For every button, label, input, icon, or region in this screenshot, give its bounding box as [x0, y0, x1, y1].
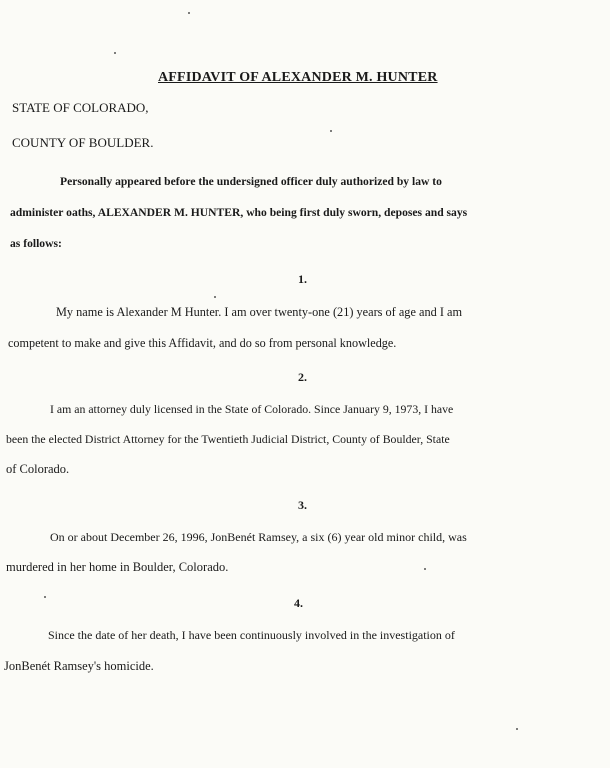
scan-speck	[44, 596, 46, 598]
venue-state: STATE OF COLORADO,	[12, 100, 149, 115]
scan-speck	[424, 568, 426, 570]
scan-speck	[214, 296, 216, 298]
venue-county: COUNTY OF BOULDER.	[12, 135, 154, 150]
paragraph-4-line-1: Since the date of her death, I have been continuously involved in the investigation of	[48, 628, 455, 642]
paragraph-2-line-1: I am an attorney duly licensed in the State of Colorado. Since January 9, 1973, I have	[50, 402, 454, 416]
paragraph-number-3: 3.	[298, 498, 307, 512]
paragraph-3-line-2: murdered in her home in Boulder, Colorado.	[6, 560, 229, 574]
intro-line-1: Personally appeared before the undersigned officer duly authorized by law to	[60, 175, 442, 188]
paragraph-number-4: 4.	[294, 596, 303, 610]
paragraph-2-line-2: been the elected District Attorney for the Twentieth Judicial District, County of Boulder, State	[6, 432, 450, 446]
paragraph-4-line-2: JonBenét Ramsey's homicide.	[4, 659, 154, 673]
scan-speck	[114, 52, 116, 54]
paragraph-2-line-3: of Colorado.	[6, 462, 70, 476]
paragraph-number-1: 1.	[298, 272, 307, 286]
scan-speck	[330, 130, 332, 132]
scan-speck	[188, 12, 190, 14]
intro-line-2: administer oaths, ALEXANDER M. HUNTER, who being first duly sworn, deposes and says	[10, 206, 468, 219]
paragraph-1-line-1: My name is Alexander M Hunter. I am over twenty-one (21) years of age and I am	[56, 305, 463, 319]
document-title: AFFIDAVIT OF ALEXANDER M. HUNTER	[158, 70, 438, 85]
scan-speck	[516, 728, 518, 730]
paragraph-number-2: 2.	[298, 370, 307, 384]
paragraph-1-line-2: competent to make and give this Affidavit, and do so from personal knowledge.	[8, 336, 397, 350]
paragraph-3-line-1: On or about December 26, 1996, JonBenét Ramsey, a six (6) year old minor child, was	[50, 530, 467, 544]
intro-line-3: as follows:	[10, 237, 62, 250]
